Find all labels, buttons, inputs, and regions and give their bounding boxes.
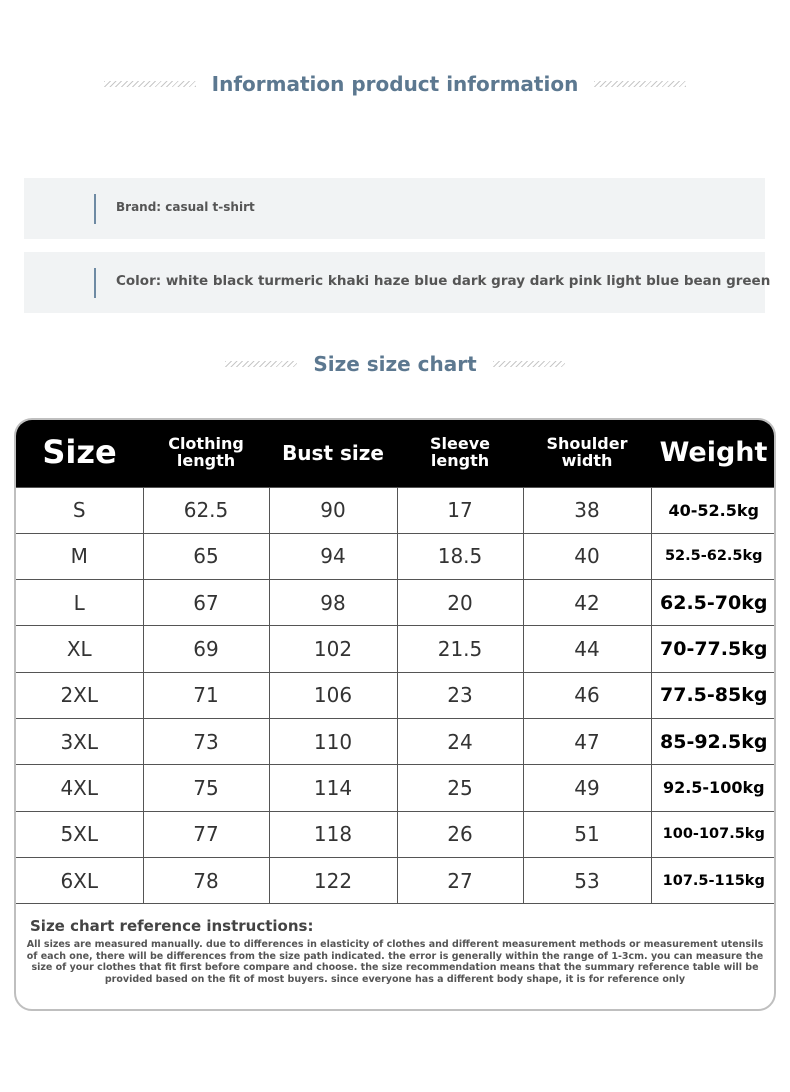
- color-accent-bar: [94, 268, 96, 298]
- table-cell: S: [16, 487, 143, 533]
- table-row: [16, 533, 776, 579]
- weight-cell: 62.5-70kg: [651, 580, 776, 626]
- table-cell: 2XL: [16, 672, 143, 718]
- size-notes: [16, 907, 774, 985]
- title-decoration-left: [225, 361, 297, 367]
- table-cell: 69: [143, 626, 269, 672]
- table-cell: 3XL: [16, 718, 143, 764]
- title-decoration-right: [493, 361, 565, 367]
- table-cell: 46: [523, 672, 651, 718]
- weight-cell: 85-92.5kg: [651, 718, 776, 764]
- table-cell: 38: [523, 487, 651, 533]
- size-notes-text: All sizes are measured manually. due to differences in elasticity of clothes and different measurement methods or measurement utensils of each one, there will be differences from the size path indicated. the error is generally within the range of 1-3cm. you can measure the size of your clothes that fit first before compare and choose. the size recommendation means that the summary reference table will be provided based on the fit of most buyers. since everyone has a different body shape, it is for reference only: [26, 939, 764, 985]
- table-cell: 114: [269, 765, 397, 811]
- table-cell: 51: [523, 811, 651, 857]
- color-label: Color: white black turmeric khaki haze blue dark gray dark pink light blue bean green: [116, 273, 771, 289]
- product-info-title: Information product information: [211, 72, 579, 96]
- table-cell: 62.5: [143, 487, 269, 533]
- title-decoration-right: [594, 81, 686, 87]
- table-cell: 25: [397, 765, 523, 811]
- table-cell: 42: [523, 580, 651, 626]
- size-chart-title-row: [0, 350, 790, 378]
- brand-info-box: [24, 178, 765, 239]
- title-decoration-left: [104, 81, 196, 87]
- table-row: [16, 811, 776, 857]
- weight-cell: 70-77.5kg: [651, 626, 776, 672]
- table-cell: 73: [143, 718, 269, 764]
- table-cell: 6XL: [16, 857, 143, 903]
- table-cell: XL: [16, 626, 143, 672]
- header-shoulder-width: Shoulder width: [523, 420, 651, 487]
- table-cell: 53: [523, 857, 651, 903]
- table-cell: 71: [143, 672, 269, 718]
- size-notes-heading: Size chart reference instructions:: [30, 917, 314, 935]
- table-cell: 20: [397, 580, 523, 626]
- table-row: [16, 626, 776, 672]
- table-cell: 90: [269, 487, 397, 533]
- table-row: [16, 487, 776, 533]
- size-chart-title: Size size chart: [313, 352, 477, 376]
- header-size: Size: [16, 420, 143, 487]
- table-cell: 102: [269, 626, 397, 672]
- table-row: [16, 765, 776, 811]
- table-cell: 21.5: [397, 626, 523, 672]
- size-table-header: [16, 420, 776, 487]
- weight-cell: 77.5-85kg: [651, 672, 776, 718]
- table-cell: 17: [397, 487, 523, 533]
- table-cell: 44: [523, 626, 651, 672]
- header-bust-size: Bust size: [269, 420, 397, 487]
- table-cell: 47: [523, 718, 651, 764]
- color-info-box: [24, 252, 771, 313]
- table-row: [16, 672, 776, 718]
- table-cell: 5XL: [16, 811, 143, 857]
- table-cell: 78: [143, 857, 269, 903]
- table-cell: M: [16, 533, 143, 579]
- table-cell: L: [16, 580, 143, 626]
- table-cell: 75: [143, 765, 269, 811]
- table-cell: 122: [269, 857, 397, 903]
- header-clothing-length: Clothing length: [143, 420, 269, 487]
- table-cell: 18.5: [397, 533, 523, 579]
- weight-cell: 52.5-62.5kg: [651, 533, 776, 579]
- table-cell: 94: [269, 533, 397, 579]
- table-cell: 65: [143, 533, 269, 579]
- size-chart: [14, 418, 776, 1011]
- table-cell: 110: [269, 718, 397, 764]
- header-sleeve-length: Sleeve length: [397, 420, 523, 487]
- table-cell: 23: [397, 672, 523, 718]
- header-weight: Weight: [651, 420, 776, 487]
- table-cell: 27: [397, 857, 523, 903]
- brand-label: Brand: casual t-shirt: [116, 200, 255, 214]
- table-cell: 4XL: [16, 765, 143, 811]
- brand-accent-bar: [94, 194, 96, 224]
- table-row: [16, 580, 776, 626]
- table-row: [16, 718, 776, 764]
- table-cell: 49: [523, 765, 651, 811]
- product-info-title-row: [0, 70, 790, 98]
- table-row: [16, 857, 776, 903]
- table-cell: 40: [523, 533, 651, 579]
- weight-cell: 100-107.5kg: [651, 811, 776, 857]
- table-cell: 67: [143, 580, 269, 626]
- table-cell: 24: [397, 718, 523, 764]
- size-table: [16, 420, 776, 904]
- weight-cell: 40-52.5kg: [651, 487, 776, 533]
- weight-cell: 92.5-100kg: [651, 765, 776, 811]
- table-cell: 26: [397, 811, 523, 857]
- table-cell: 77: [143, 811, 269, 857]
- table-cell: 106: [269, 672, 397, 718]
- table-cell: 98: [269, 580, 397, 626]
- weight-cell: 107.5-115kg: [651, 857, 776, 903]
- table-cell: 118: [269, 811, 397, 857]
